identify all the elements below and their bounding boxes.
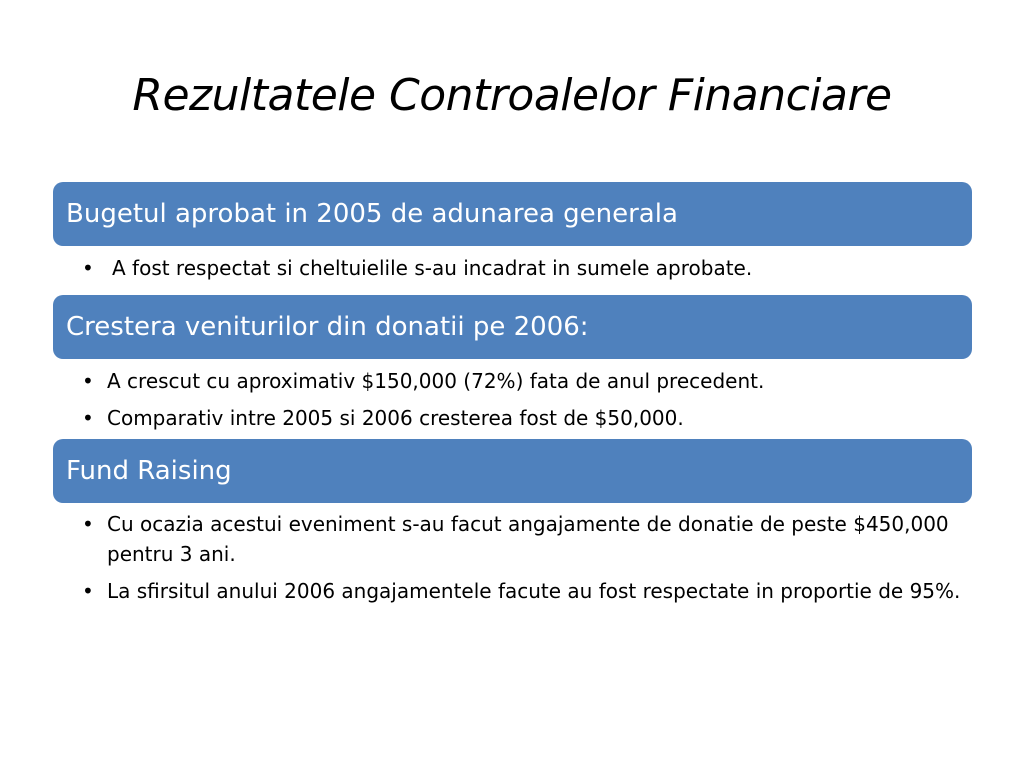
bullet-icon: • (82, 579, 94, 603)
bullet-icon: • (82, 512, 94, 536)
list-item (82, 509, 962, 569)
list-item (82, 366, 962, 396)
section-header-fund-raising: Fund Raising (53, 439, 972, 503)
bullet-text: A crescut cu aproximativ $150,000 (72%) fata de anul precedent. (107, 369, 765, 393)
bullet-text: Cu ocazia acestui eveniment s-au facut angajamente de donatie de peste $450,000 pentru 3 ani. (107, 512, 949, 566)
bullet-icon: • (82, 369, 94, 393)
list-item (82, 576, 962, 606)
list-item (82, 253, 962, 283)
slide-title: Rezultatele Controalelor Financiare (132, 70, 892, 121)
bullet-text: La sfirsitul anului 2006 angajamentele facute au fost respectate in proportie de 95%. (107, 579, 961, 603)
bullet-icon: • (82, 256, 94, 280)
bullet-text: A fost respectat si cheltuielile s-au incadrat in sumele aprobate. (112, 256, 753, 280)
bullet-text: Comparativ intre 2005 si 2006 cresterea fost de $50,000. (107, 406, 684, 430)
bullet-list-fund-raising (82, 509, 962, 613)
bullet-list-donations (82, 366, 962, 440)
bullet-list-budget (82, 253, 962, 290)
section-header-donations: Crestera veniturilor din donatii pe 2006: (53, 295, 972, 359)
list-item (82, 403, 962, 433)
bullet-icon: • (82, 406, 94, 430)
section-header-budget: Bugetul aprobat in 2005 de adunarea generala (53, 182, 972, 246)
